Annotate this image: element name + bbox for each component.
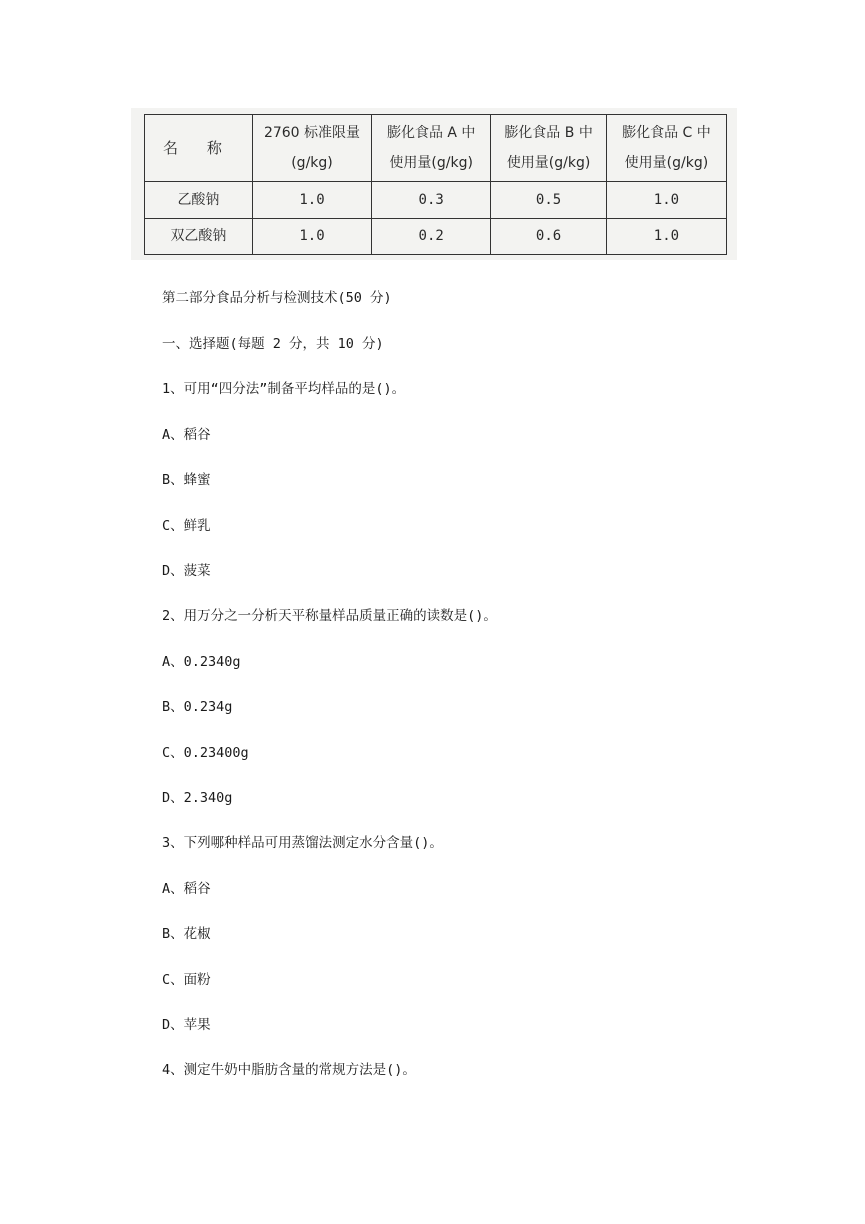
table-row (145, 218, 727, 255)
header-standard-limit (252, 115, 371, 182)
row-food-a: 0.3 (372, 182, 491, 219)
q2-option-d: D、2.340g (162, 790, 233, 806)
q1-option-c: C、鲜乳 (162, 518, 211, 534)
row-food-a: 0.2 (372, 218, 491, 255)
row-food-b: 0.6 (491, 218, 607, 255)
q2-option-b: B、0.234g (162, 699, 233, 715)
q2-option-c: C、0.23400g (162, 745, 249, 761)
header-standard-limit-line2: (g/kg) (291, 155, 333, 171)
q1-option-b: B、蜂蜜 (162, 472, 211, 488)
section-title: 第二部分食品分析与检测技术(50 分) (162, 290, 392, 306)
q2-option-a: A、0.2340g (162, 654, 241, 670)
header-food-b (491, 115, 607, 182)
additive-limit-table (144, 114, 727, 255)
question-3: 3、下列哪种样品可用蒸馏法测定水分含量()。 (162, 835, 443, 851)
row-food-b: 0.5 (491, 182, 607, 219)
q3-option-a: A、稻谷 (162, 881, 211, 897)
q1-option-a: A、稻谷 (162, 427, 211, 443)
q3-option-d: D、苹果 (162, 1017, 211, 1033)
header-food-b-line1: 膨化食品 B 中 (504, 125, 593, 141)
row-standard-limit: 1.0 (252, 218, 371, 255)
table-row (145, 182, 727, 219)
q1-option-d: D、菠菜 (162, 563, 211, 579)
header-food-b-line2: 使用量(g/kg) (506, 155, 591, 171)
header-food-a-line1: 膨化食品 A 中 (386, 125, 476, 141)
row-name: 乙酸钠 (145, 182, 253, 219)
header-food-a (372, 115, 491, 182)
header-name: 名 称 (145, 115, 253, 182)
header-food-c-line1: 膨化食品 C 中 (622, 125, 711, 141)
q3-option-c: C、面粉 (162, 972, 211, 988)
header-standard-limit-line1: 2760 标准限量 (263, 125, 361, 141)
table-header-row (145, 115, 727, 182)
question-2: 2、用万分之一分析天平称量样品质量正确的读数是()。 (162, 608, 497, 624)
header-food-c-line2: 使用量(g/kg) (624, 155, 709, 171)
row-food-c: 1.0 (606, 182, 726, 219)
q3-option-b: B、花椒 (162, 926, 211, 942)
question-1: 1、可用“四分法”制备平均样品的是()。 (162, 381, 406, 397)
subsection-title: 一、选择题(每题 2 分，共 10 分) (162, 336, 384, 352)
row-standard-limit: 1.0 (252, 182, 371, 219)
table-image (131, 108, 737, 260)
header-food-a-line2: 使用量(g/kg) (389, 155, 473, 171)
question-4: 4、测定牛奶中脂肪含量的常规方法是()。 (162, 1062, 416, 1078)
row-food-c: 1.0 (606, 218, 726, 255)
row-name: 双乙酸钠 (145, 218, 253, 255)
header-food-c (606, 115, 726, 182)
